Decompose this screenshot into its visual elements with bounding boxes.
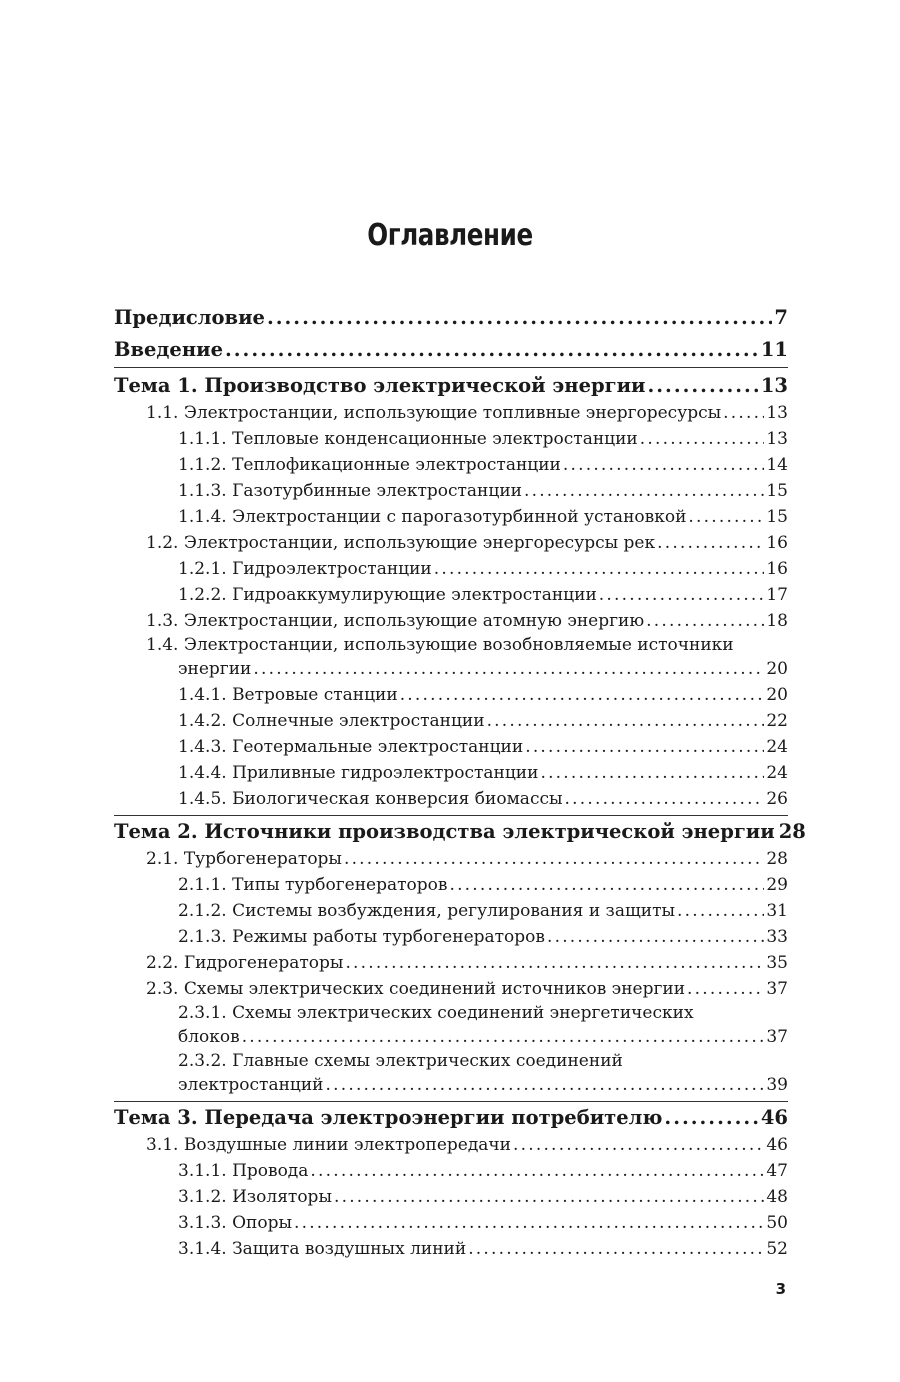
toc-page: 31 bbox=[766, 901, 788, 921]
toc-label: 3.1.4. Защита воздушных линий bbox=[178, 1239, 467, 1259]
toc-label: Введение bbox=[114, 338, 223, 361]
leader-dots bbox=[563, 454, 764, 476]
toc-label: 1.2. Электростанции, использующие энергоресурсы рек bbox=[146, 533, 656, 553]
toc-page: 20 bbox=[766, 685, 788, 705]
toc-entry[interactable] bbox=[178, 1026, 788, 1048]
toc-label: 2.1.1. Типы турбогенераторов bbox=[178, 875, 448, 895]
toc-page: 7 bbox=[774, 306, 788, 329]
toc-entry-topic-3[interactable] bbox=[114, 1104, 788, 1132]
leader-dots bbox=[547, 926, 764, 948]
leader-dots bbox=[267, 304, 772, 332]
toc-label: Тема 3. Передача электроэнергии потребителю bbox=[114, 1106, 663, 1129]
toc-label: 1.2.1. Гидроэлектростанции bbox=[178, 559, 432, 579]
leader-dots bbox=[434, 558, 765, 580]
leader-dots bbox=[648, 372, 759, 400]
toc-entry[interactable] bbox=[178, 762, 788, 784]
divider bbox=[114, 815, 788, 816]
toc-entry[interactable] bbox=[178, 874, 788, 896]
toc-entry[interactable] bbox=[178, 1238, 788, 1260]
toc-page: 39 bbox=[766, 1075, 788, 1095]
leader-dots bbox=[687, 978, 764, 1000]
toc-entry[interactable] bbox=[146, 1134, 788, 1156]
toc-entry[interactable] bbox=[178, 1160, 788, 1182]
toc-label: электростанций bbox=[178, 1075, 324, 1095]
leader-dots bbox=[723, 402, 764, 424]
toc-page: 28 bbox=[778, 820, 806, 843]
leader-dots bbox=[468, 1238, 764, 1260]
toc-page: 37 bbox=[766, 1027, 788, 1047]
toc-label: 1.1.4. Электростанции с парогазотурбинной установкой bbox=[178, 507, 687, 527]
toc-page: 15 bbox=[766, 507, 788, 527]
toc-entry-line: 2.3.1. Схемы электрических соединений энергетических bbox=[178, 1003, 694, 1023]
leader-dots bbox=[225, 336, 759, 364]
toc-entry[interactable] bbox=[178, 658, 788, 680]
leader-dots bbox=[565, 788, 765, 810]
toc-entry[interactable] bbox=[146, 610, 788, 632]
leader-dots bbox=[294, 1212, 764, 1234]
toc-page: 29 bbox=[766, 875, 788, 895]
toc-entry-intro[interactable] bbox=[114, 336, 788, 364]
toc-entry[interactable] bbox=[178, 926, 788, 948]
toc-entry[interactable] bbox=[146, 402, 788, 424]
leader-dots bbox=[513, 1134, 764, 1156]
toc-label: 1.4.2. Солнечные электростанции bbox=[178, 711, 485, 731]
toc-page: 22 bbox=[766, 711, 788, 731]
toc-entry[interactable] bbox=[178, 480, 788, 502]
toc-label: 1.4.4. Приливные гидроэлектростанции bbox=[178, 763, 539, 783]
leader-dots bbox=[449, 874, 764, 896]
toc-label: Предисловие bbox=[114, 306, 265, 329]
leader-dots bbox=[688, 506, 764, 528]
toc-label: 2.1. Турбогенераторы bbox=[146, 849, 342, 869]
toc-page: 16 bbox=[766, 533, 788, 553]
toc-page: 28 bbox=[766, 849, 788, 869]
toc-entry[interactable] bbox=[178, 900, 788, 922]
leader-dots bbox=[334, 1186, 764, 1208]
divider bbox=[114, 367, 788, 368]
toc-entry[interactable] bbox=[146, 532, 788, 554]
toc-label: энергии bbox=[178, 659, 252, 679]
toc-page: 20 bbox=[766, 659, 788, 679]
divider bbox=[114, 1101, 788, 1102]
leader-dots bbox=[664, 1104, 758, 1132]
toc-entry[interactable] bbox=[146, 848, 788, 870]
leader-dots bbox=[310, 1160, 764, 1182]
leader-dots bbox=[242, 1026, 765, 1048]
toc-page: 47 bbox=[766, 1161, 788, 1181]
leader-dots bbox=[344, 848, 764, 870]
toc-page: 33 bbox=[766, 927, 788, 947]
toc-entry-preface[interactable] bbox=[114, 304, 788, 332]
toc-label: 3.1.1. Провода bbox=[178, 1161, 309, 1181]
leader-dots bbox=[525, 736, 764, 758]
toc-page: 13 bbox=[766, 429, 788, 449]
toc-page: 14 bbox=[766, 455, 788, 475]
toc-entry[interactable] bbox=[178, 1186, 788, 1208]
toc-label: Тема 2. Источники производства электрической энергии bbox=[114, 820, 775, 843]
toc-entry[interactable] bbox=[178, 788, 788, 810]
leader-dots bbox=[253, 658, 764, 680]
toc-label: Тема 1. Производство электрической энергии bbox=[114, 374, 646, 397]
toc-label: блоков bbox=[178, 1027, 240, 1047]
toc-label: 1.3. Электростанции, использующие атомную энергию bbox=[146, 611, 645, 631]
leader-dots bbox=[599, 584, 765, 606]
toc-entry-line: 2.3.2. Главные схемы электрических соединений bbox=[178, 1051, 623, 1071]
toc-page: 24 bbox=[766, 737, 788, 757]
toc-page: 37 bbox=[766, 979, 788, 999]
toc-page: 50 bbox=[766, 1213, 788, 1233]
toc-label: 2.2. Гидрогенераторы bbox=[146, 953, 344, 973]
toc-entry[interactable] bbox=[178, 684, 788, 706]
toc-entry-line: 1.4. Электростанции, использующие возобновляемые источники bbox=[146, 635, 734, 655]
toc-page: 26 bbox=[766, 789, 788, 809]
toc-label: 1.1. Электростанции, использующие топливные энергоресурсы bbox=[146, 403, 722, 423]
toc-entry[interactable] bbox=[178, 1212, 788, 1234]
toc-page: 17 bbox=[766, 585, 788, 605]
leader-dots bbox=[677, 900, 764, 922]
toc-page: 48 bbox=[766, 1187, 788, 1207]
toc-entry-topic-2[interactable] bbox=[114, 818, 806, 846]
toc-page: 11 bbox=[760, 338, 788, 361]
leader-dots bbox=[646, 610, 764, 632]
leader-dots bbox=[540, 762, 764, 784]
toc-entry[interactable] bbox=[178, 428, 788, 450]
toc-label: 3.1.2. Изоляторы bbox=[178, 1187, 332, 1207]
leader-dots bbox=[400, 684, 765, 706]
toc-page: 15 bbox=[766, 481, 788, 501]
toc-label: 2.1.2. Системы возбуждения, регулирования и защиты bbox=[178, 901, 676, 921]
toc-label: 1.1.3. Газотурбинные электростанции bbox=[178, 481, 522, 501]
leader-dots bbox=[524, 480, 764, 502]
toc-entry[interactable] bbox=[178, 1074, 788, 1096]
toc-entry-topic-1[interactable] bbox=[114, 372, 788, 400]
toc-entry[interactable] bbox=[178, 558, 788, 580]
toc-page: 16 bbox=[766, 559, 788, 579]
toc-entry[interactable] bbox=[146, 978, 788, 1000]
toc-entry[interactable] bbox=[178, 506, 788, 528]
leader-dots bbox=[345, 952, 764, 974]
page-number: 3 bbox=[775, 1280, 786, 1298]
toc-label: 1.4.5. Биологическая конверсия биомассы bbox=[178, 789, 563, 809]
toc-label: 1.4.3. Геотермальные электростанции bbox=[178, 737, 524, 757]
toc-page: 24 bbox=[766, 763, 788, 783]
toc-page: 46 bbox=[766, 1135, 788, 1155]
leader-dots bbox=[640, 428, 765, 450]
toc-page: 13 bbox=[766, 403, 788, 423]
toc-entry[interactable] bbox=[146, 952, 788, 974]
toc-entry[interactable] bbox=[178, 710, 788, 732]
leader-dots bbox=[487, 710, 765, 732]
toc-entry[interactable] bbox=[178, 584, 788, 606]
toc-label: 1.1.1. Тепловые конденсационные электростанции bbox=[178, 429, 638, 449]
toc-entry[interactable] bbox=[178, 454, 788, 476]
toc-label: 2.3. Схемы электрических соединений источников энергии bbox=[146, 979, 686, 999]
toc-page: 18 bbox=[766, 611, 788, 631]
toc-label: 3.1. Воздушные линии электропередачи bbox=[146, 1135, 512, 1155]
toc-page: 52 bbox=[766, 1239, 788, 1259]
toc-label: 1.2.2. Гидроаккумулирующие электростанции bbox=[178, 585, 597, 605]
toc-page: 46 bbox=[760, 1106, 788, 1129]
toc-page: 35 bbox=[766, 953, 788, 973]
toc-entry[interactable] bbox=[178, 736, 788, 758]
toc-label: 1.1.2. Теплофикационные электростанции bbox=[178, 455, 561, 475]
toc-label: 2.1.3. Режимы работы турбогенераторов bbox=[178, 927, 545, 947]
toc-label: 1.4.1. Ветровые станции bbox=[178, 685, 398, 705]
toc-page: 13 bbox=[760, 374, 788, 397]
leader-dots bbox=[326, 1074, 765, 1096]
page-title: Оглавление bbox=[367, 218, 533, 253]
toc-label: 3.1.3. Опоры bbox=[178, 1213, 292, 1233]
leader-dots bbox=[657, 532, 764, 554]
